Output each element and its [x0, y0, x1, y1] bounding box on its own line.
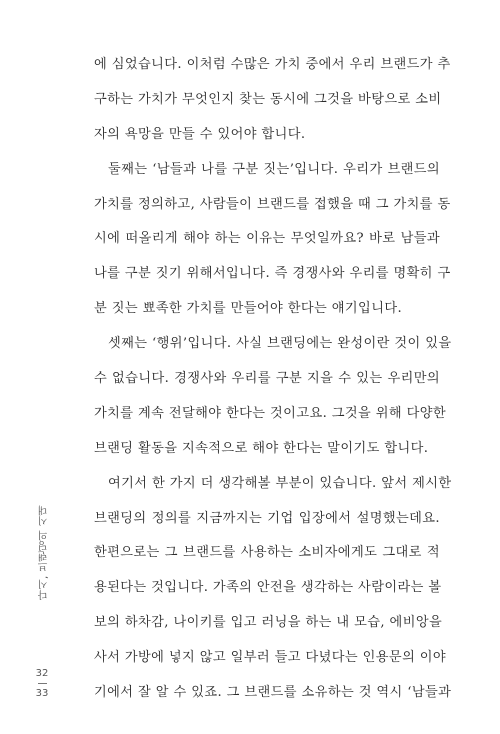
text-line: 사서 가방에 넣지 않고 일부러 들고 다녔다는 인용문의 이야 [94, 650, 447, 666]
text-line: 셋째는 ‘행위’입니다. 사실 브랜딩에는 완성이란 것이 있을 [108, 336, 452, 352]
page-number-right: 33 [35, 688, 49, 699]
text-line: 가치를 계속 전달해야 한다는 것이고요. 그것을 위해 다양한 [94, 405, 447, 421]
page-number-divider [38, 683, 47, 684]
body-text [94, 48, 452, 711]
text-line: 분 짓는 뾰족한 가치를 만들어야 한다는 얘기입니다. [94, 301, 403, 317]
text-line: 보의 하차감, 나이키를 입고 러닝을 하는 내 모습, 에비앙을 [94, 615, 443, 631]
text-line: 자의 욕망을 만들 수 있어야 합니다. [94, 126, 306, 142]
text-line: 한편으로는 그 브랜드를 사용하는 소비자에게도 그대로 적 [94, 545, 440, 561]
page-number [30, 667, 54, 700]
running-head: 다시, 브랜딩의 시대 [39, 504, 50, 600]
text-line: 둘째는 ‘남들과 나를 구분 짓는’입니다. 우리가 브랜드의 [108, 161, 440, 177]
page-number-left: 32 [35, 668, 49, 679]
text-line: 구하는 가치가 무엇인지 찾는 동시에 그것을 바탕으로 소비 [94, 91, 442, 107]
text-line: 나를 구분 짓기 위해서입니다. 즉 경쟁사와 우리를 명확히 구 [94, 266, 451, 282]
text-line: 가치를 정의하고, 사람들이 브랜드를 접했을 때 그 가치를 동 [94, 196, 451, 212]
text-line: 기에서 잘 알 수 있죠. 그 브랜드를 소유하는 것 역시 ‘남들과 [94, 685, 452, 701]
text-line: 브랜딩 활동을 지속적으로 해야 한다는 말이기도 합니다. [94, 440, 429, 456]
text-line: 수 없습니다. 경쟁사와 우리를 구분 지을 수 있는 우리만의 [94, 371, 440, 387]
text-line: 에 심었습니다. 이처럼 수많은 가치 중에서 우리 브랜드가 추 [94, 57, 451, 72]
text-line: 시에 떠올리게 해야 하는 이유는 무엇일까요? 바로 남들과 [94, 231, 440, 247]
text-line: 여기서 한 가지 더 생각해볼 부분이 있습니다. 앞서 제시한 [108, 475, 452, 491]
text-line: 용된다는 것입니다. 가족의 안전을 생각하는 사람이라는 볼 [94, 580, 442, 596]
text-line: 브랜딩의 정의를 지금까지는 기업 입장에서 설명했는데요. [94, 510, 440, 526]
